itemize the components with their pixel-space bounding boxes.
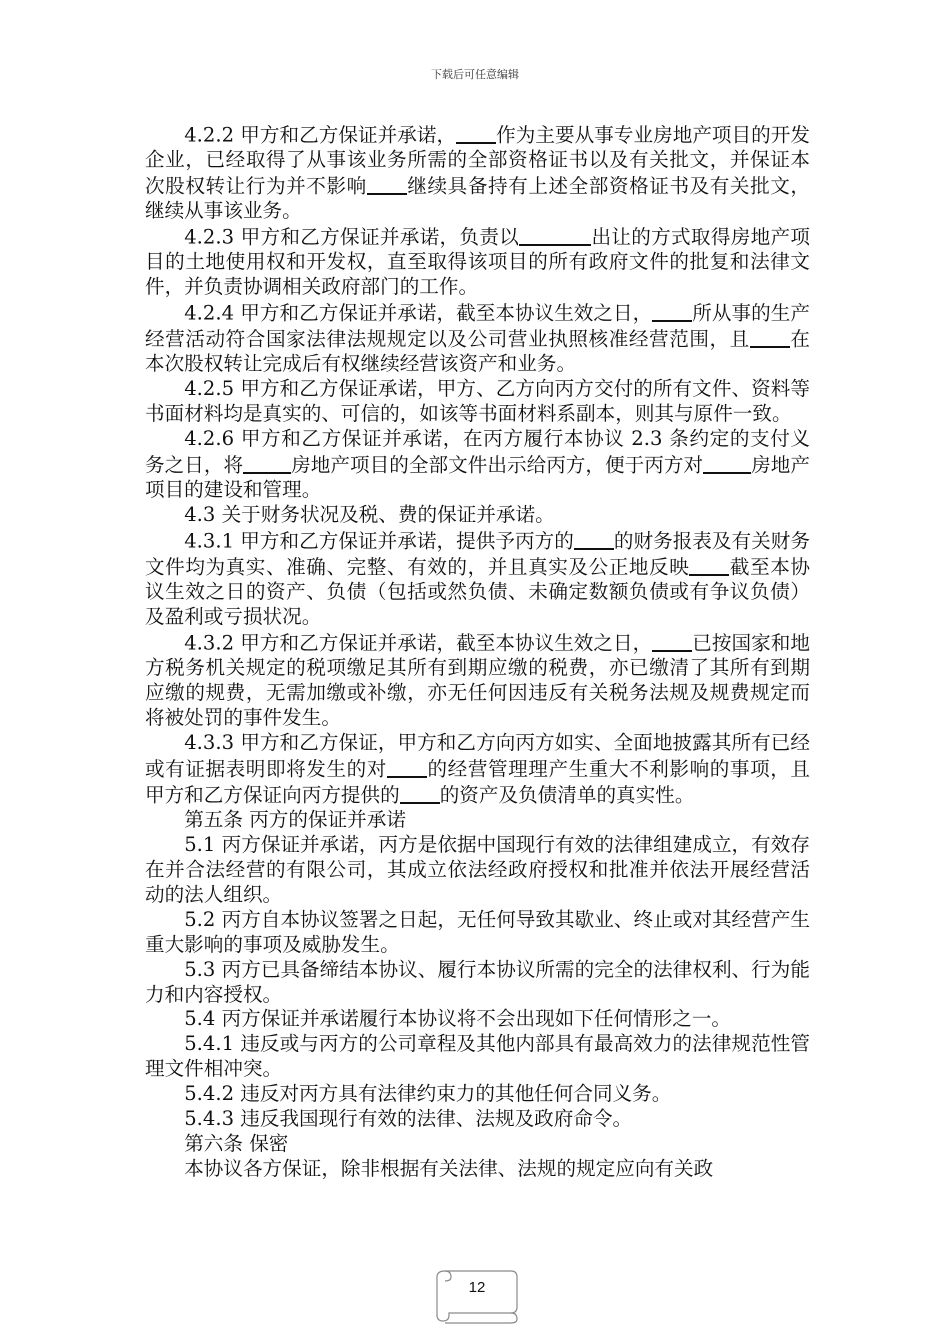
- paragraph-4-2-5: 4.2.5 甲方和乙方保证承诺，甲方、乙方向丙方交付的所有文件、资料等书面材料均是真实的、可信的，如该等书面材料系副本，则其与原件一致。: [145, 377, 810, 426]
- fill-blank: [387, 756, 427, 778]
- fill-blank: [400, 782, 440, 804]
- page-number-badge: [431, 1263, 523, 1325]
- fill-blank: [689, 554, 729, 576]
- fill-blank: [652, 300, 692, 322]
- paragraph-4-2-4: 4.2.4 甲方和乙方保证并承诺，截至本协议生效之日， 所从事的生产经营活动符合国家法律法规规定以及公司营业执照核准经营范围，且 在本次股权转让完成后有权继续经营该资产和业务。: [145, 301, 811, 376]
- paragraph-4-3-2: 4.3.2 甲方和乙方保证并承诺，截至本协议生效之日， 已按国家和地方税务机关规定的税项缴足其所有到期应缴的税费，亦已缴清了其所有到期应缴的规费，无需加缴或补缴，亦无任何因违反有关税务法规及规费规定而将被处罚的事件发生。: [145, 631, 810, 730]
- fill-blank: [519, 224, 591, 246]
- fill-blank: [574, 528, 614, 550]
- paragraph-4-3-1: 4.3.1 甲方和乙方保证并承诺，提供予丙方的 的财务报表及有关财务文件均为真实、准确、完整、有效的，并且真实及公正地反映 截至本协议生效之日的资产、负债（包括或然负债、未确定数额负债或有争议负债）及盈利或亏损状况。: [145, 529, 811, 629]
- paragraph-5-4-2: 5.4.2 违反对丙方具有法律约束力的其他任何合同义务。: [184, 1082, 672, 1106]
- paragraph-4-3: 4.3 关于财务状况及税、费的保证并承诺。: [184, 503, 555, 527]
- fill-blank: [367, 173, 407, 195]
- fill-blank: [750, 326, 790, 348]
- fill-blank: [703, 452, 751, 474]
- article-6-heading: 第六条 保密: [184, 1132, 289, 1155]
- paragraph-4-2-2: 4.2.2 甲方和乙方保证并承诺， 作为主要从事专业房地产项目的开发企业，已经取得了从事该业务所需的全部资格证书以及有关批文，并保证本次股权转让行为并不影响 继续具备持有上述全部资格证书及有关批文，继续从事该业务。: [145, 123, 811, 223]
- page-number: 12: [468, 1279, 486, 1296]
- document-body: [145, 122, 810, 1182]
- paragraph-4-2-6: 4.2.6 甲方和乙方保证并承诺，在丙方履行本协议 2.3 条约定的支付义务之日，将 房地产项目的全部文件出示给丙方，便于丙方对 房地产项目的建设和管理。: [145, 427, 811, 502]
- paragraph-5-1: 5.1 丙方保证并承诺，丙方是依据中国现行有效的法律组建成立，有效存在并合法经营的有限公司，其成立依法经政府授权和批准并依法开展经营活动的法人组织。: [145, 833, 810, 906]
- paragraph-4-3-3: 4.3.3 甲方和乙方保证，甲方和乙方向丙方如实、全面地披露其所有已经或有证据表明即将发生的对 的经营管理理产生重大不利影响的事项，且甲方和乙方保证向丙方提供的 的资产及负债清单的真实性。: [145, 731, 811, 807]
- paragraph-6-body: 本协议各方保证，除非根据有关法律、法规的规定应向有关政: [184, 1156, 714, 1180]
- paragraph-4-2-3: 4.2.3 甲方和乙方保证并承诺，负责以 出让的方式取得房地产项目的土地使用权和开发权，直至取得该项目的所有政府文件的批复和法律文件，并负责协调相关政府部门的工作。: [145, 225, 811, 299]
- fill-blank: [243, 452, 291, 474]
- article-5-heading: 第五条 丙方的保证并承诺: [184, 808, 406, 832]
- fill-blank: [652, 630, 692, 652]
- paragraph-5-4-3: 5.4.3 违反我国现行有效的法律、法规及政府命令。: [184, 1107, 633, 1131]
- page-header-note: 下载后可任意编辑: [431, 68, 519, 81]
- paragraph-5-4-1: 5.4.1 违反或与丙方的公司章程及其他内部具有最高效力的法律规范性管理文件相冲突。: [145, 1032, 810, 1081]
- paragraph-5-3: 5.3 丙方已具备缔结本协议、履行本协议所需的完全的法律权利、行为能力和内容授权。: [145, 957, 810, 1006]
- paragraph-5-2: 5.2 丙方自本协议签署之日起，无任何导致其歇业、终止或对其经营产生重大影响的事项及威胁发生。: [145, 907, 810, 956]
- paragraph-5-4: 5.4 丙方保证并承诺履行本协议将不会出现如下任何情形之一。: [184, 1007, 732, 1031]
- fill-blank: [456, 122, 496, 144]
